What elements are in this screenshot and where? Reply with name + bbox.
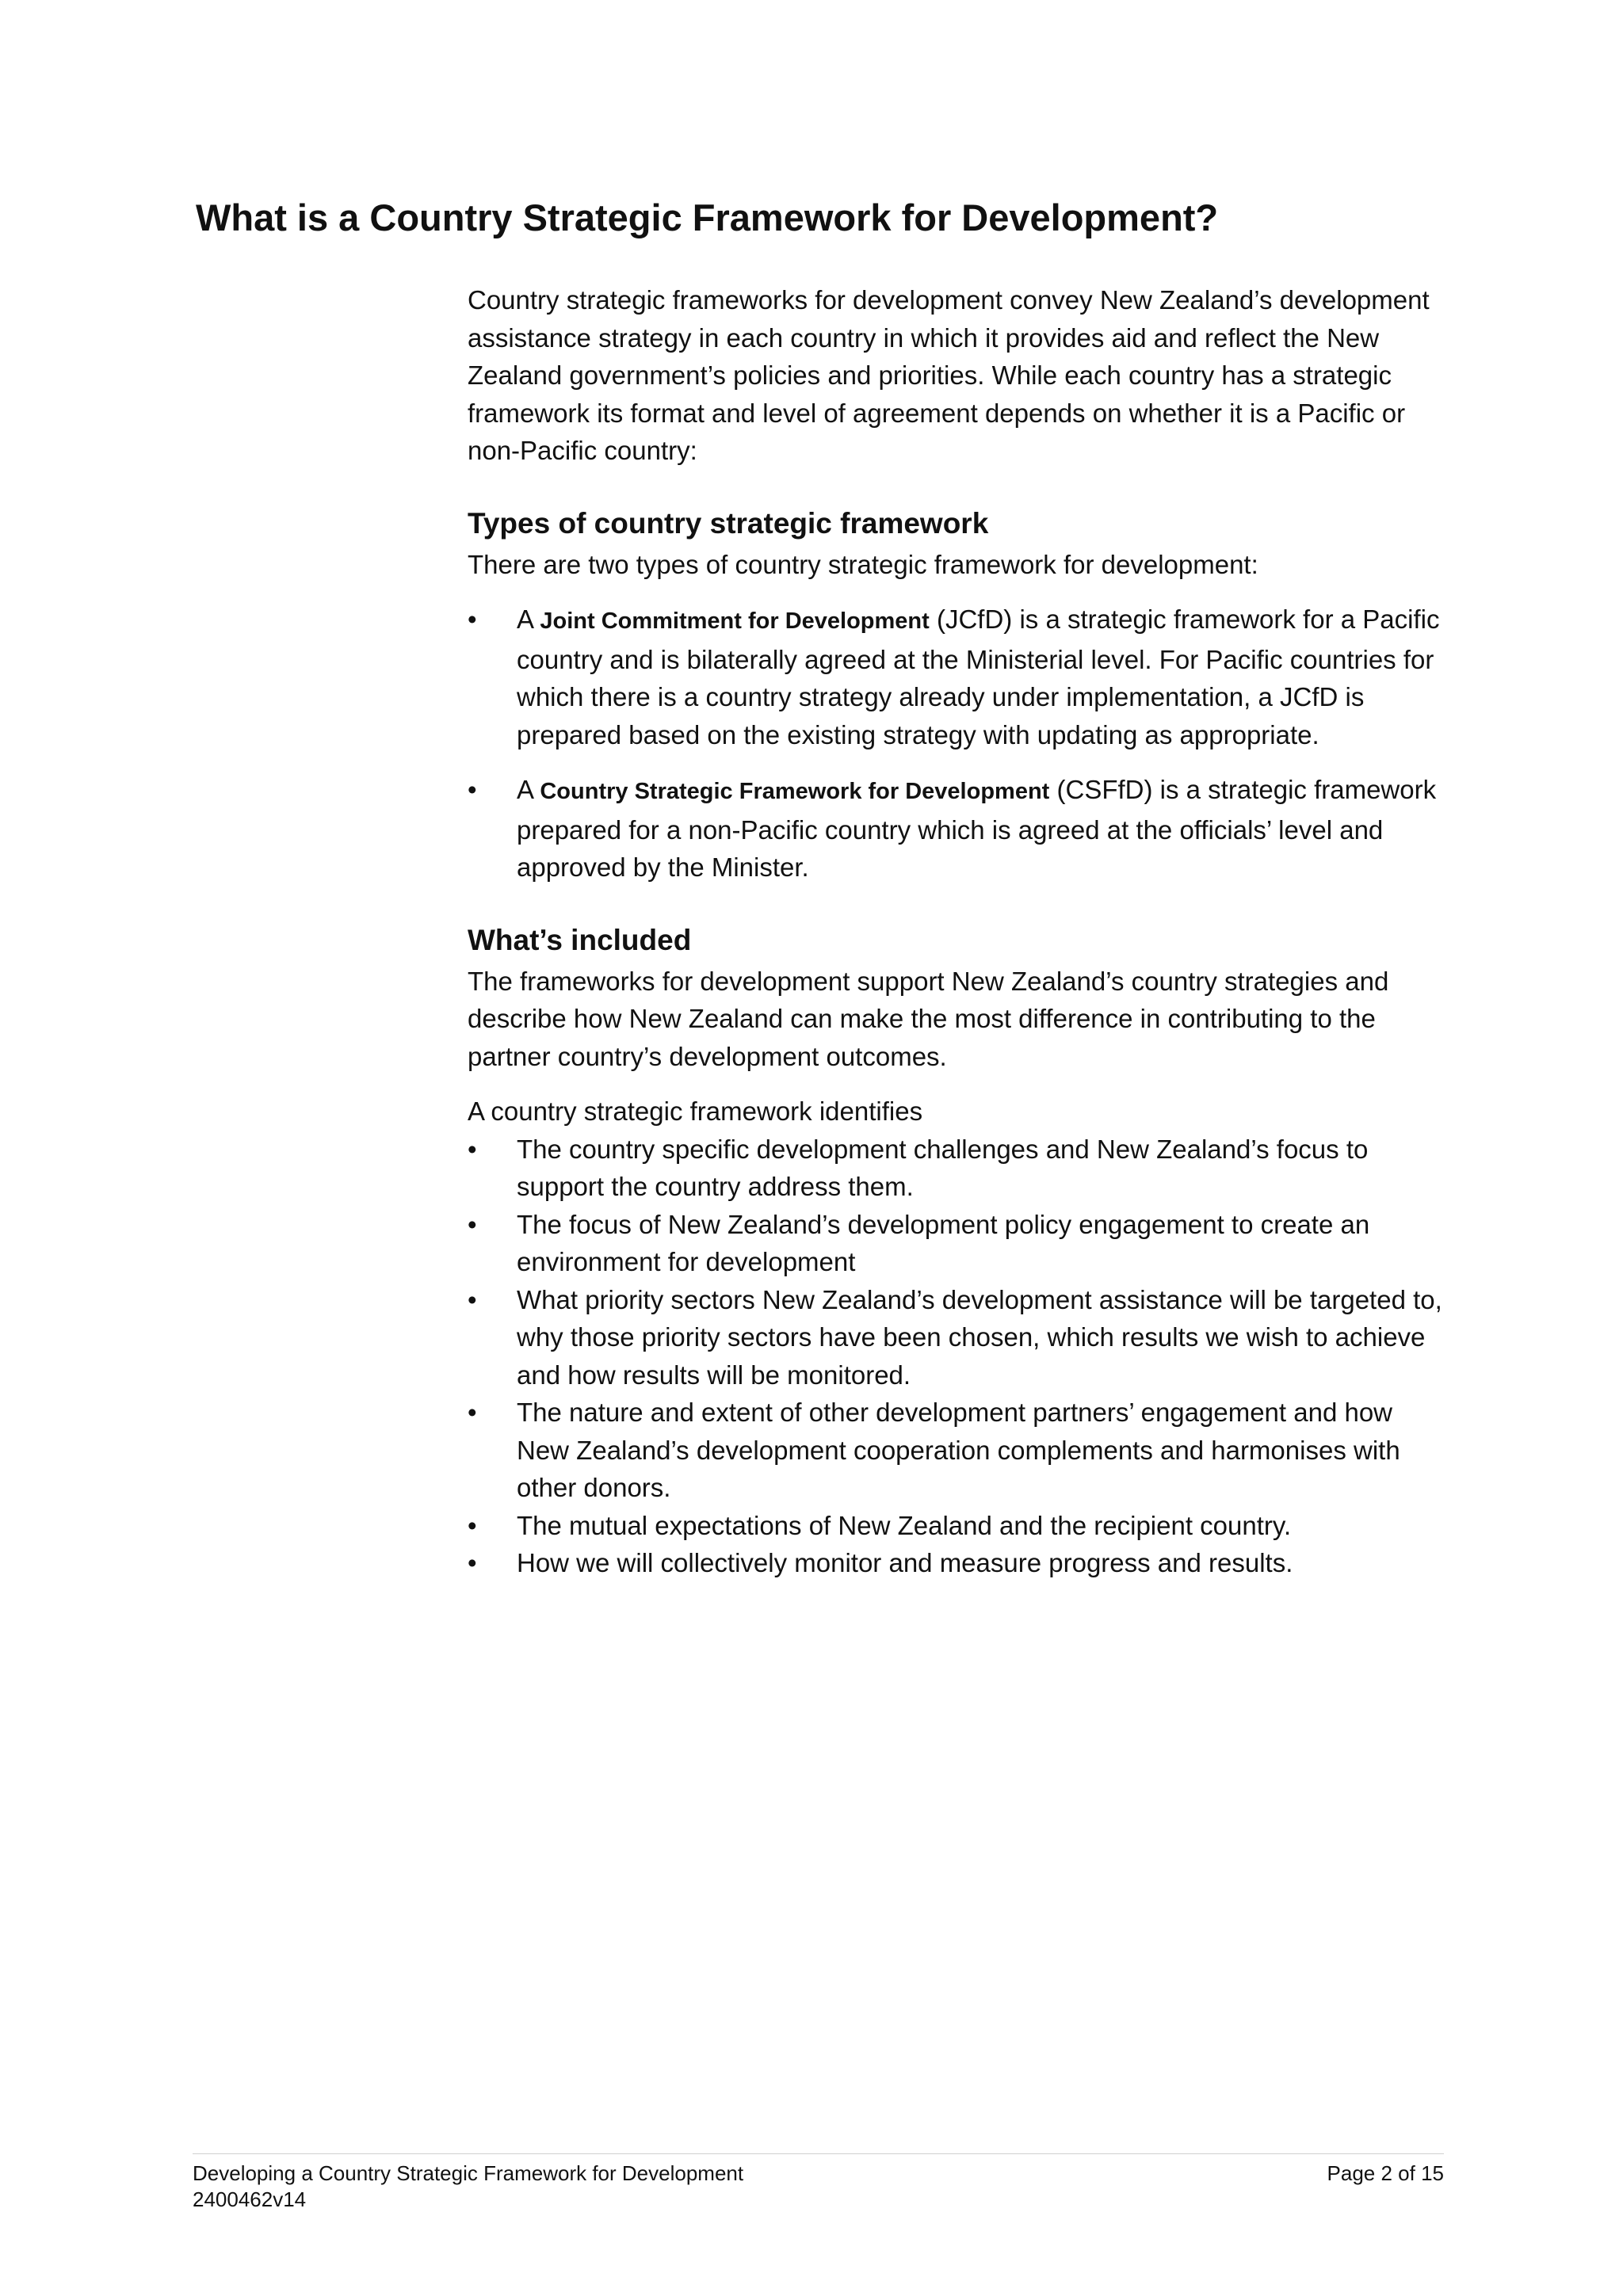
types-heading: Types of country strategic framework: [468, 506, 989, 540]
list-item: • The focus of New Zealand’s development policy engagement to create an environment for development: [468, 1206, 1450, 1281]
included-lead: A country strategic framework identifies: [468, 1097, 923, 1126]
list-item: • The mutual expectations of New Zealand and the recipient country.: [468, 1507, 1450, 1545]
included-list: [468, 1131, 1450, 1582]
bullet-icon: •: [468, 1548, 477, 1577]
included-heading: What’s included: [468, 923, 692, 956]
bullet-icon: •: [468, 1284, 477, 1314]
list-item: • The nature and extent of other development partners’ engagement and how New Zealand’s development cooperation complements and harmonises with other donors.: [468, 1394, 1450, 1507]
list-item: • The country specific development challenges and New Zealand’s focus to support the country address them.: [468, 1131, 1450, 1206]
main-content: [468, 281, 1450, 1582]
bullet-icon: •: [468, 1398, 477, 1427]
term-csffd: Country Strategic Framework for Development: [540, 779, 1050, 804]
bullet-icon: •: [468, 1209, 477, 1239]
list-item: • How we will collectively monitor and measure progress and results.: [468, 1544, 1450, 1582]
list-item: • What priority sectors New Zealand’s development assistance will be targeted to, why those priority sectors have been chosen, which results we wish to achieve and how results will be monitored.: [468, 1281, 1450, 1394]
footer-doc-title: Developing a Country Strategic Framework for Development: [193, 2161, 744, 2185]
list-item: • A Joint Commitment for Development (JCfD) is a strategic framework for a Pacific country and is bilaterally agreed at the Ministerial level. For Pacific countries for which there is a country strategy already under implementation, a JCfD is prepared based on the existing strategy with updating as appropriate.: [468, 601, 1450, 753]
footer-page-number: Page 2 of 15: [1327, 2161, 1444, 2185]
included-paragraph: The frameworks for development support New Zealand’s country strategies and describe how New Zealand can make the most difference in contributing to the partner country’s development outcomes.: [468, 966, 1389, 1071]
types-lead: There are two types of country strategic framework for development:: [468, 549, 1258, 579]
list-item: • A Country Strategic Framework for Development (CSFfD) is a strategic framework prepared for a non-Pacific country which is agreed at the officials’ level and approved by the Minister.: [468, 771, 1450, 887]
bullet-icon: •: [468, 775, 477, 804]
page-footer: [193, 2153, 1444, 2213]
intro-paragraph: Country strategic frameworks for development convey New Zealand’s development assistance strategy in each country in which it provides aid and reflect the New Zealand government’s policies and priorities. While each country has a strategic framework its format and level of agreement depends on whether it is a Pacific or non-Pacific country:: [468, 285, 1430, 465]
term-jcfd: Joint Commitment for Development: [540, 608, 930, 634]
types-list: [468, 601, 1450, 887]
footer-doc-id: 2400462v14: [193, 2187, 307, 2211]
bullet-icon: •: [468, 1134, 477, 1164]
bullet-icon: •: [468, 1510, 477, 1540]
bullet-icon: •: [468, 605, 477, 634]
page-title: What is a Country Strategic Framework for Development?: [196, 196, 1219, 238]
